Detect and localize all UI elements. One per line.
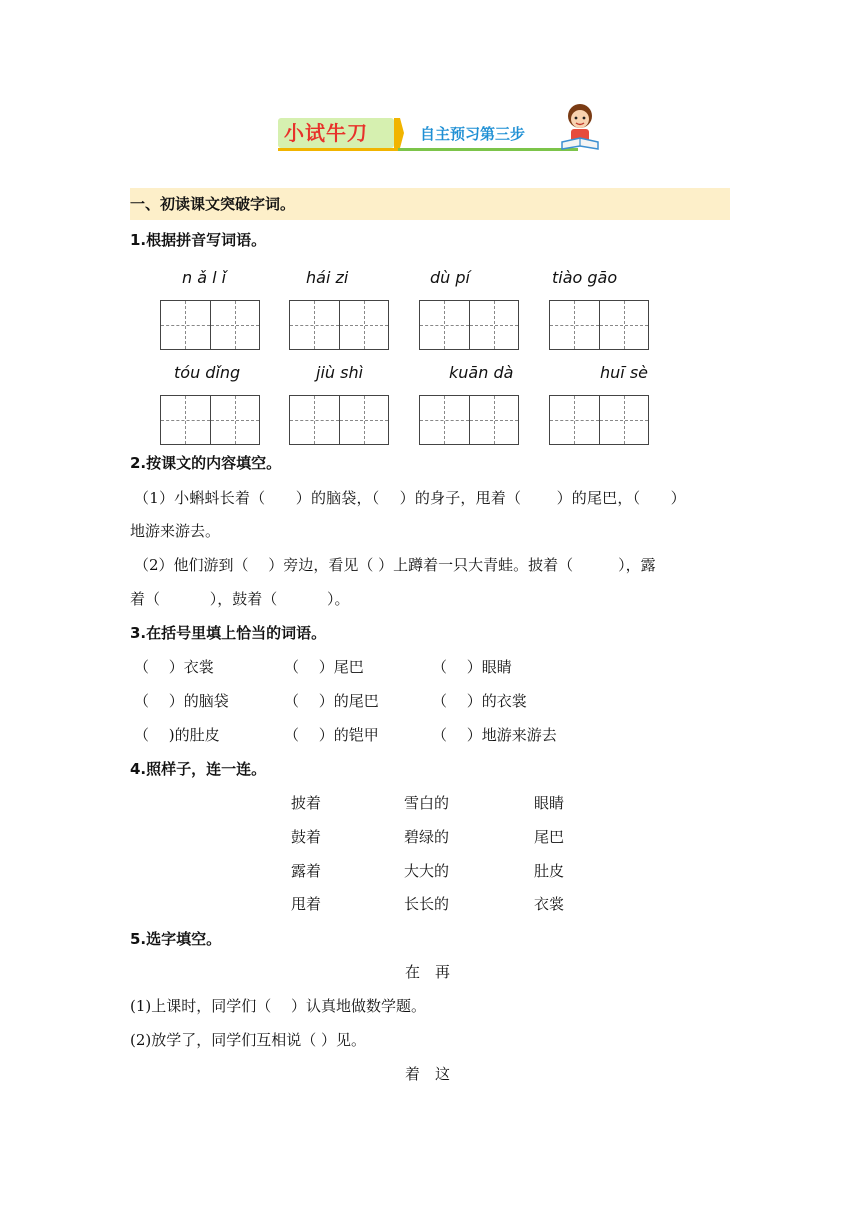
fill-blank-line: (2)放学了，同学们互相说（ ）见。 [130,1031,367,1049]
question-1-title: 1.根据拼音写词语。 [130,231,267,249]
fill-blank-item: （ ）衣裳 [134,658,214,676]
character-grid[interactable] [289,395,389,445]
section-heading-bar [130,188,730,220]
fill-blank-item: （ ）的尾巴 [284,692,379,710]
pinyin-label: tóu dǐng [174,363,241,382]
fill-blank-line: 地游来游去。 [130,522,221,540]
match-word-middle[interactable]: 大大的 [404,862,450,880]
fill-blank-line: (1)上课时，同学们（ ）认真地做数学题。 [130,997,427,1015]
banner-subtitle: 自主预习第三步 [420,125,526,143]
character-grid[interactable] [549,395,649,445]
pinyin-label: n ǎ l ǐ [182,268,227,287]
character-grid[interactable] [419,300,519,350]
fill-blank-item: （ ）地游来游去 [432,726,557,744]
character-grid[interactable] [160,300,260,350]
match-word-left[interactable]: 甩着 [291,895,322,913]
match-word-right[interactable]: 肚皮 [534,862,565,880]
character-choices: 着 这 [405,1065,451,1083]
match-word-right[interactable]: 衣裳 [534,895,565,913]
fill-blank-item: （ ）的铠甲 [284,726,379,744]
pinyin-label: dù pí [430,268,470,287]
question-3-title: 3.在括号里填上恰当的词语。 [130,624,327,642]
match-word-right[interactable]: 尾巴 [534,828,565,846]
match-word-left[interactable]: 鼓着 [291,828,322,846]
pinyin-label: jiù shì [316,363,364,382]
question-4-title: 4.照样子，连一连。 [130,760,267,778]
pinyin-label: kuān dà [449,363,514,382]
section-heading: 一、初读课文突破字词。 [130,195,296,213]
character-choices: 在 再 [405,963,451,981]
match-word-left[interactable]: 披着 [291,794,322,812]
question-5-title: 5.选字填空。 [130,930,222,948]
fill-blank-item: （ ）眼睛 [432,658,512,676]
fill-blank-line: （1）小蝌蚪长着（ ）的脑袋，（ ）的身子，甩着（ ）的尾巴，（ ） [134,489,686,507]
match-word-left[interactable]: 露着 [291,862,322,880]
fill-blank-item: （ ）的脑袋 [134,692,229,710]
banner-flag-icon [394,118,404,148]
banner-title: 小试牛刀 [284,121,368,145]
question-2-title: 2.按课文的内容填空。 [130,454,282,472]
fill-blank-line: 着（ ），鼓着（ ）。 [130,590,350,608]
pinyin-label: huī sè [600,363,648,382]
fill-blank-item: （ ）尾巴 [284,658,364,676]
pinyin-label: tiào gāo [552,268,618,287]
section-banner [278,114,598,154]
character-grid[interactable] [419,395,519,445]
fill-blank-line: （2）他们游到（ ）旁边，看见（ ）上蹲着一只大青蛙。披着（ ），露 [134,556,656,574]
match-word-right[interactable]: 眼睛 [534,794,565,812]
match-word-middle[interactable]: 长长的 [404,895,450,913]
reading-child-icon [558,102,602,154]
character-grid[interactable] [549,300,649,350]
pinyin-label: hái zi [306,268,349,287]
character-grid[interactable] [160,395,260,445]
match-word-middle[interactable]: 雪白的 [404,794,450,812]
match-word-middle[interactable]: 碧绿的 [404,828,450,846]
character-grid[interactable] [289,300,389,350]
banner-underline [278,148,578,151]
fill-blank-item: （ ）的衣裳 [432,692,527,710]
fill-blank-item: （ )的肚皮 [134,726,220,744]
